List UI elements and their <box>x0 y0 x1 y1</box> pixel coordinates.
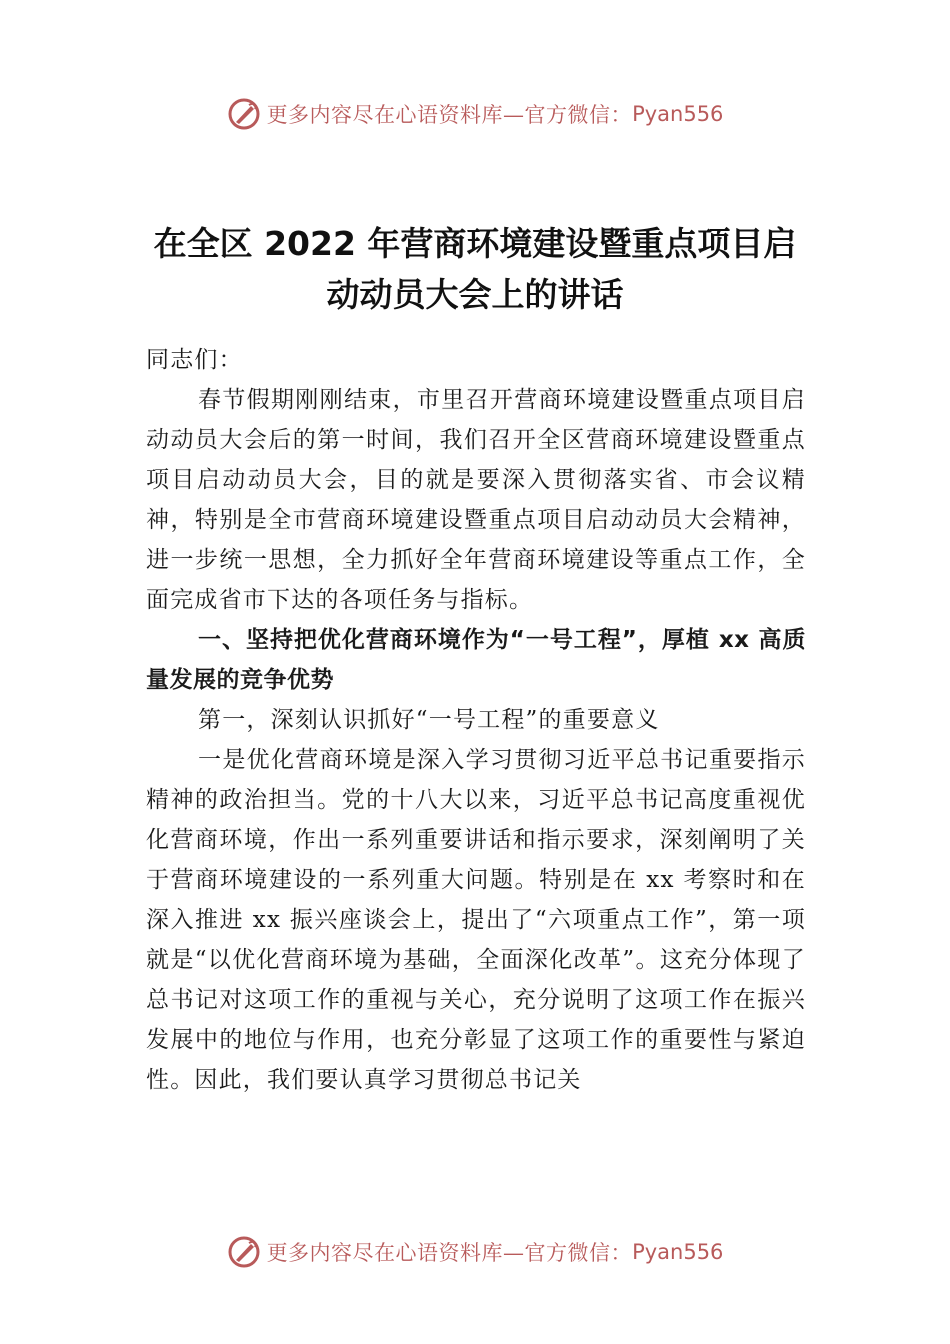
title-line-2: 动动员大会上的讲话 <box>326 275 624 314</box>
paragraph-intro: 春节假期刚刚结束，市里召开营商环境建设暨重点项目启动动员大会后的第一时间，我们召开全区营商环境建设暨重点项目启动动员大会，目的就是要深入贯彻落实省、市会议精神，特别是全市营商环境建设暨重点项目启动动员大会精神，进一步统一思想，全力抓好全年营商环境建设等重点工作，全面完成省市下达的各项任务与指标。 <box>146 387 806 613</box>
subheading-1: 第一，深刻认识抓好“一号工程”的重要意义 <box>198 707 660 733</box>
title-line-1: 在全区 2022 年营商环境建设暨重点项目启 <box>153 224 797 263</box>
footer-banner <box>0 1232 950 1272</box>
banner-text: 更多内容尽在心语资料库—官方微信： <box>266 103 633 127</box>
banner-wechat-id: Pyan556 <box>632 1240 724 1264</box>
document-body <box>146 340 806 1100</box>
document-title <box>120 218 830 320</box>
quill-logo-icon <box>227 1235 261 1269</box>
quill-logo-icon <box>227 97 261 131</box>
paragraph-point-1: 一是优化营商环境是深入学习贯彻习近平总书记重要指示精神的政治担当。党的十八大以来，习近平总书记高度重视优化营商环境，作出一系列重要讲话和指示要求，深刻阐明了关于营商环境建设的一系列重大问题。特别是在 xx 考察时和在深入推进 xx 振兴座谈会上，提出了“六项重点工作”，第一项就是“以优化营商环境为基础，全面深化改革”。这充分体现了总书记对这项工作的重视与关心，充分说明了这项工作在振兴发展中的地位与作用，也充分彰显了这项工作的重要性与紧迫性。因此，我们要认真学习贯彻总书记关 <box>146 747 806 1093</box>
banner-text: 更多内容尽在心语资料库—官方微信： <box>266 1241 633 1265</box>
section-heading-1: 一、坚持把优化营商环境作为“一号工程”，厚植 xx 高质量发展的竞争优势 <box>146 627 806 693</box>
greeting: 同志们： <box>146 347 243 373</box>
header-banner <box>0 94 950 134</box>
banner-wechat-id: Pyan556 <box>632 102 724 126</box>
